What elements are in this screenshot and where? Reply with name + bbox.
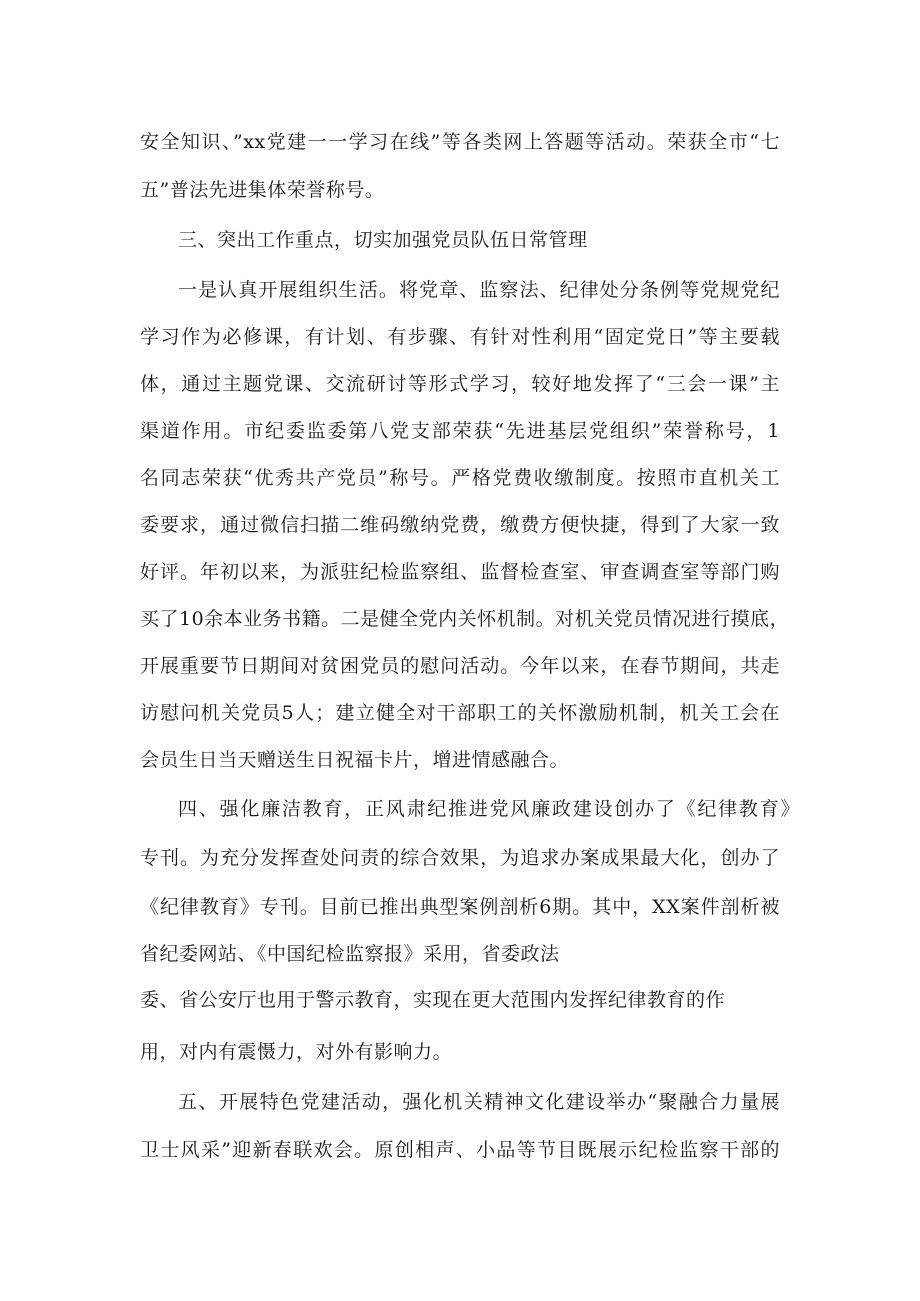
text-line: 用，对内有震慑力，对外有影响力。	[140, 1041, 453, 1063]
text-line: 委、省公安厅也用于警示教育，实现在更大范围内发挥纪律教育的作	[140, 989, 726, 1011]
text-line: 学习作为必修课，有计划、有步骤、有针对性利用“固定党日”等主要载	[140, 326, 780, 348]
text-line: 开展重要节日期间对贫困党员的慰问活动。今年以来，在春节期间，共走	[140, 655, 780, 677]
text-line: 会员生日当天赠送生日祝福卡片，增进情感融合。	[140, 749, 570, 771]
text-line: 卫士风采”迎新春联欢会。原创相声、小品等节目既展示纪检监察干部的	[140, 1139, 780, 1161]
text-line: 专刊。为充分发挥查处问责的综合效果，为追求办案成果最大化，创办了	[140, 847, 780, 869]
text-line: 五”普法先进集体荣誉称号。	[140, 179, 385, 201]
text-line: 省纪委网站、《中国纪检监察报》采用，省委政法	[140, 943, 560, 965]
text-line: 访慰问机关党员5人；建立健全对干部职工的关怀激励机制，机关工会在	[140, 702, 780, 724]
section-heading: 四、强化廉洁教育，正风肃纪推进党风廉政建设创办了《纪律教育》	[178, 798, 800, 820]
text-line: 体，通过主题党课、交流研讨等形式学习，较好地发挥了“三会一课”主	[140, 373, 780, 395]
text-line: 好评。年初以来，为派驻纪检监察组、监督检查室、审查调查室等部门购	[140, 561, 780, 583]
text-line: 一是认真开展组织生活。将党章、监察法、纪律处分条例等党规党纪	[178, 279, 780, 301]
section-heading: 三、突出工作重点，切实加强党员队伍日常管理	[178, 229, 588, 251]
section-heading: 五、开展特色党建活动，强化机关精神文化建设举办“聚融合力量展	[178, 1091, 780, 1113]
text-line: 渠道作用。市纪委监委第八党支部荣获“先进基层党组织”荣誉称号，1	[140, 420, 780, 442]
text-line: 买了10余本业务书籍。二是健全党内关怀机制。对机关党员情况进行摸底，	[140, 608, 790, 630]
text-line: 委要求，通过微信扫描二维码缴纳党费，缴费方便快捷，得到了大家一致	[140, 514, 780, 536]
text-line: 《纪律教育》专刊。目前已推出典型案例剖析6期。其中，XX案件剖析被	[140, 896, 780, 918]
text-line: 名同志荣获“优秀共产党员”称号。严格党费收缴制度。按照市直机关工	[140, 467, 780, 489]
text-line: 安全知识、”xx党建一一学习在线”等各类网上答题等活动。荣获全市“七	[140, 131, 780, 153]
